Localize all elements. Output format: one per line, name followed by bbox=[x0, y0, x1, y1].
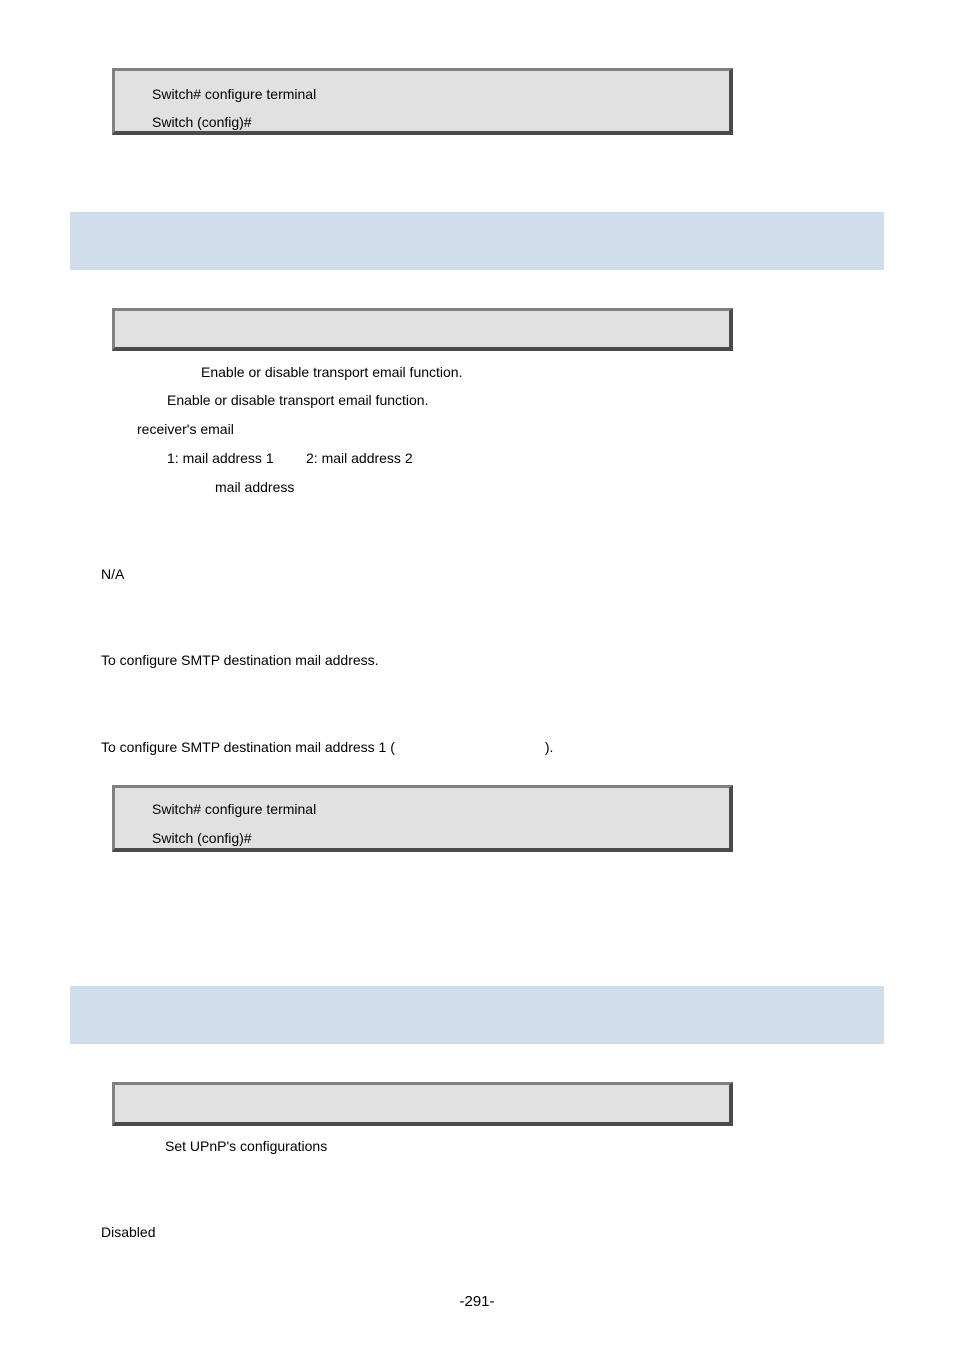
command-syntax-box bbox=[112, 1082, 733, 1126]
parameter-description: mail address bbox=[215, 479, 295, 495]
code-line: Switch (config)# bbox=[152, 114, 252, 130]
usage-guideline: To configure SMTP destination mail address. bbox=[101, 652, 379, 668]
example-code-block bbox=[112, 785, 733, 852]
code-line: Switch (config)# bbox=[152, 830, 252, 846]
parameter-option: 1: mail address 1 bbox=[167, 450, 274, 466]
code-line: Switch# configure terminal bbox=[152, 801, 317, 817]
default-value: Disabled bbox=[101, 1224, 156, 1240]
command-syntax-box bbox=[112, 308, 733, 351]
default-value: N/A bbox=[101, 566, 125, 582]
parameter-description: Set UPnP's configurations bbox=[165, 1138, 328, 1154]
example-description-prefix: To configure SMTP destination mail address 1 ( bbox=[101, 739, 395, 755]
example-description bbox=[101, 739, 553, 756]
section-heading-band bbox=[70, 986, 884, 1044]
example-code-block bbox=[112, 68, 733, 135]
section-heading-band bbox=[70, 212, 884, 270]
parameter-option: 2: mail address 2 bbox=[306, 450, 413, 466]
page-number: -291- bbox=[459, 1293, 495, 1310]
code-line: Switch# configure terminal bbox=[152, 86, 317, 102]
parameter-name: receiver's email bbox=[137, 421, 234, 437]
parameter-description: Enable or disable transport email function. bbox=[201, 364, 463, 380]
example-description-suffix: ). bbox=[544, 739, 554, 755]
parameter-description: Enable or disable transport email function. bbox=[167, 392, 429, 408]
